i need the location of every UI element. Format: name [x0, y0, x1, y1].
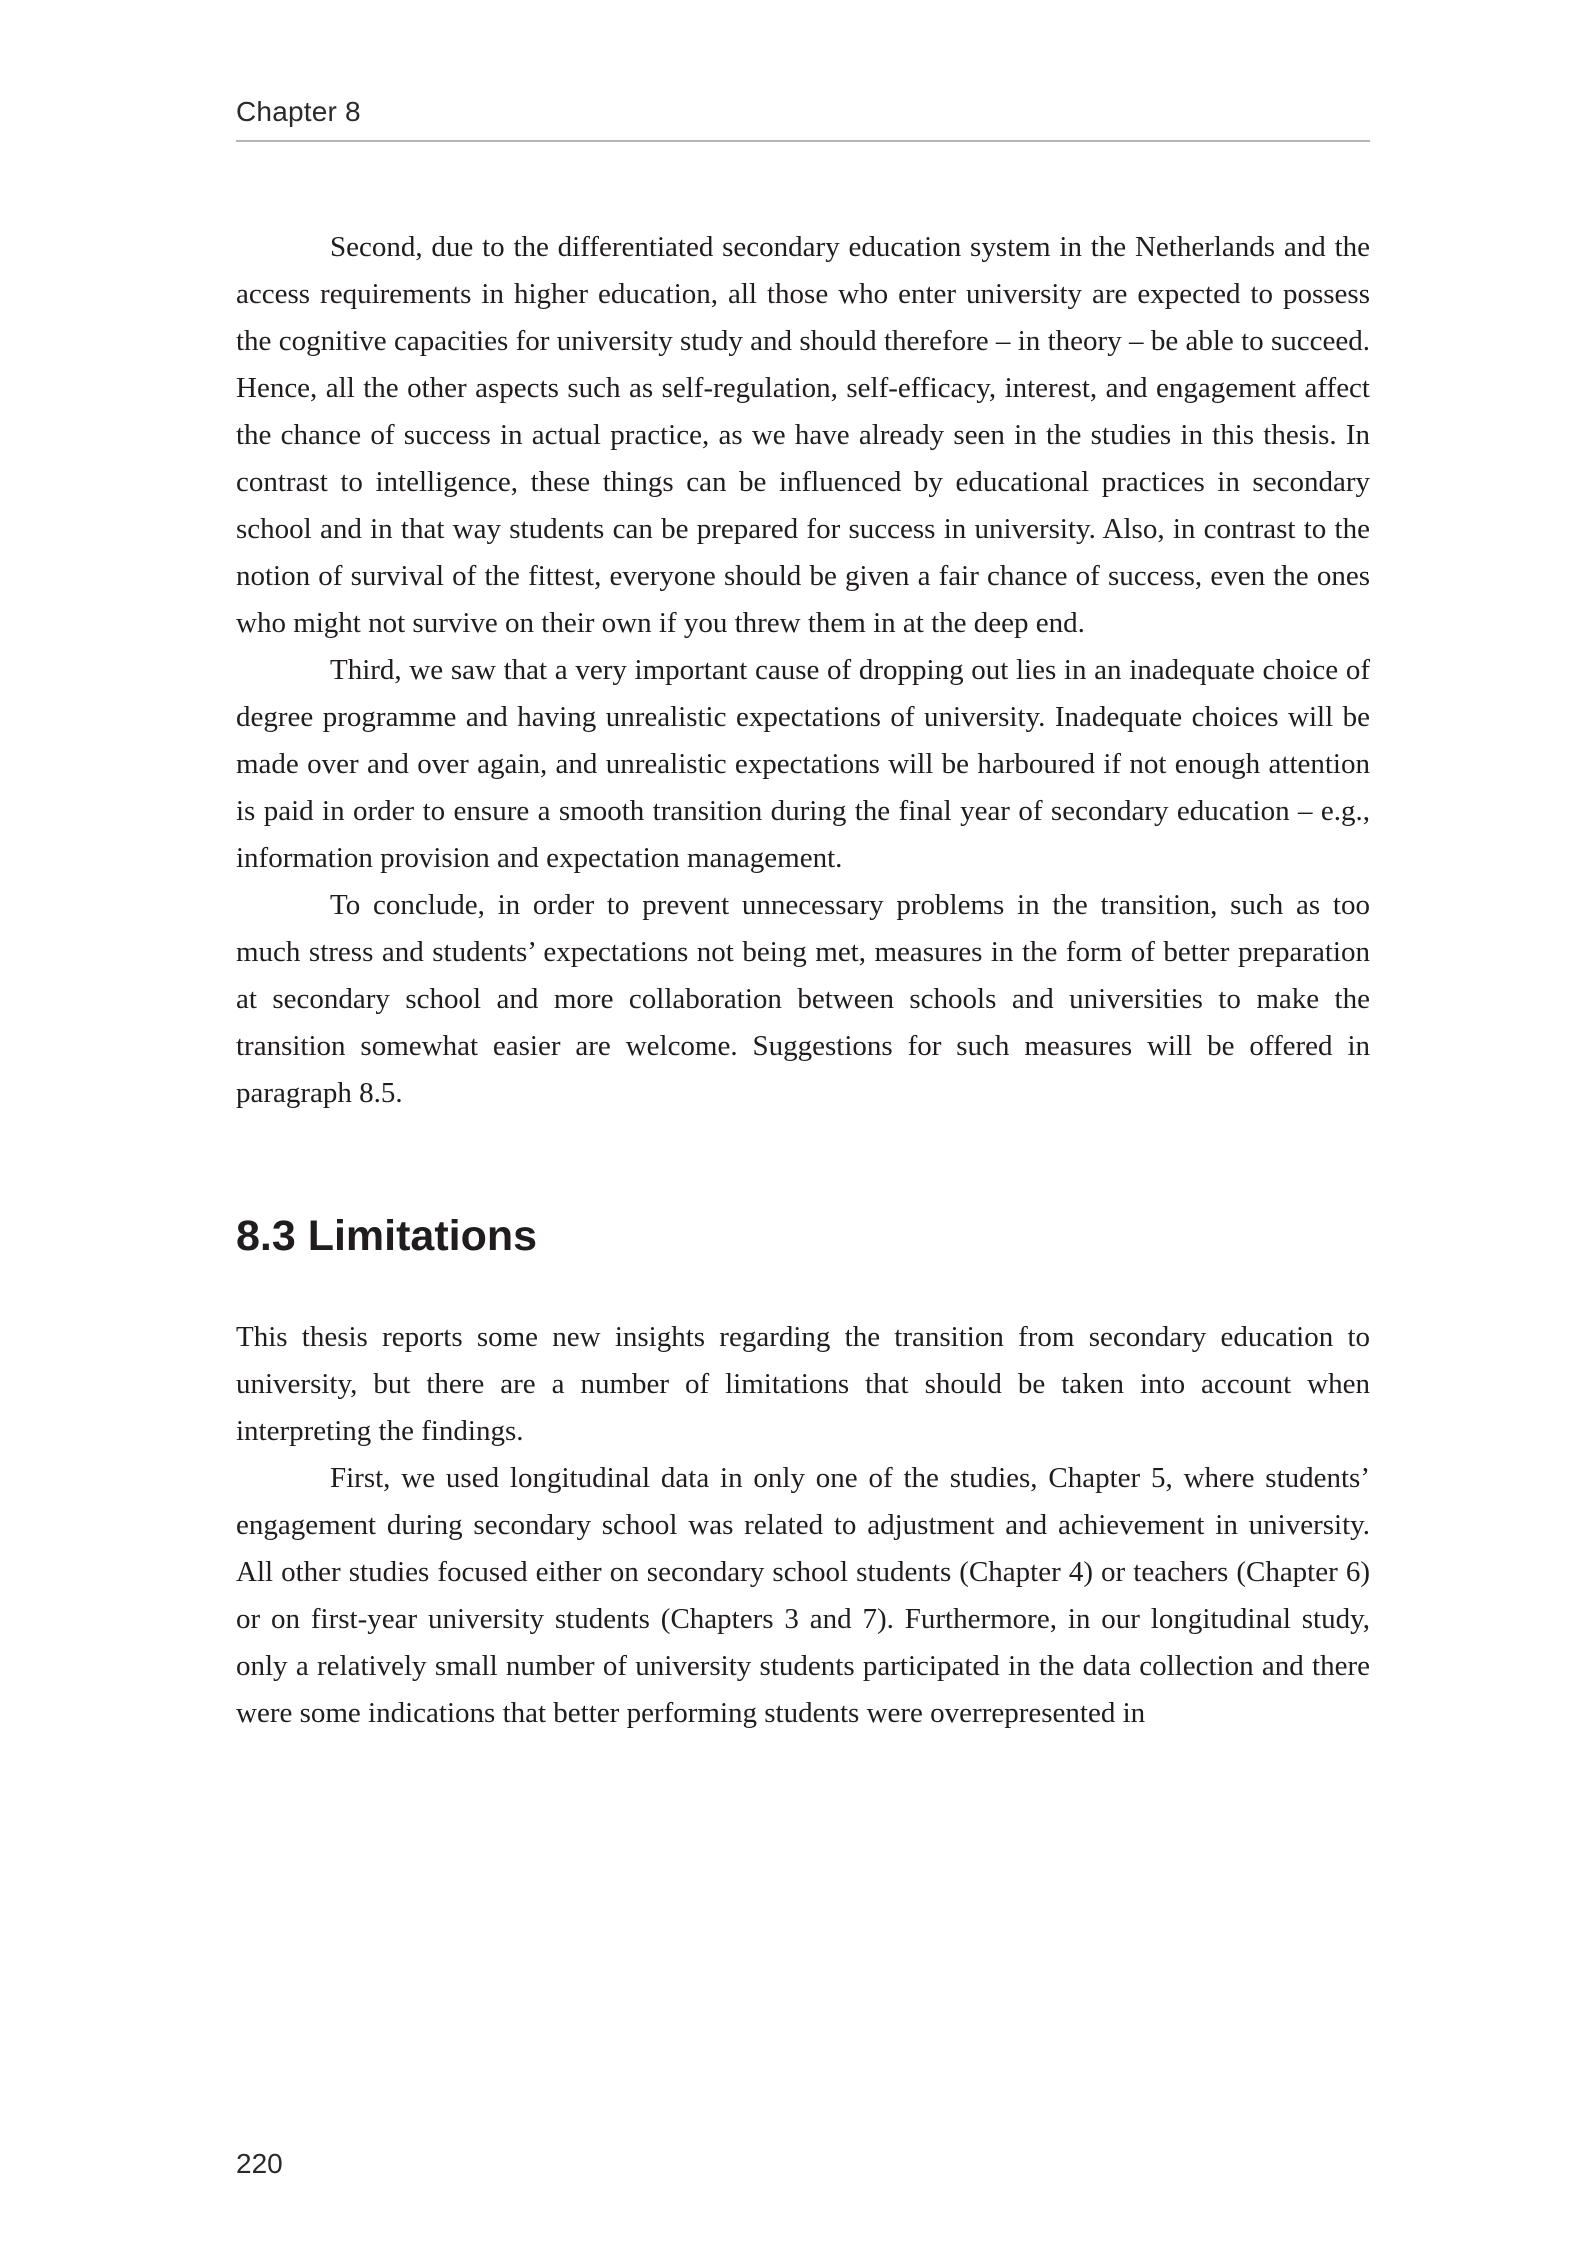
text-column [236, 96, 1370, 1737]
paragraph-to-conclude: To conclude, in order to prevent unnecessary problems in the transition, such as too much stress and students’ expectations not being met, measures in the form of better preparation at secondary school and more collaboration between schools and universities to make the transition somewhat easier are welcome. Suggestions for such measures will be offered in paragraph 8.5. [236, 889, 1370, 1109]
paragraph-first-limitation: First, we used longitudinal data in only one of the studies, Chapter 5, where students’ engagement during secondary school was related to adjustment and achievement in university. All other studies focused either on secondary school students (Chapter 4) or teachers (Chapter 6) or on first-year university students (Chapters 3 and 7). Furthermore, in our longitudinal study, only a relatively small number of university students participated in the data collection and there were some indications that better performing students were overrepresented in [236, 1462, 1370, 1730]
body-text [236, 224, 1370, 1737]
section-heading-limitations: 8.3 Limitations [236, 1212, 538, 1260]
running-header-chapter: Chapter 8 [236, 96, 361, 127]
paragraph-second-point: Second, due to the differentiated secondary education system in the Netherlands and the access requirements in higher education, all those who enter university are expected to possess the cognitive capacities for university study and should therefore – in theory – be able to succeed. Hence, all the other aspects such as self-regulation, self-efficacy, interest, and engagement affect the chance of success in actual practice, as we have already seen in the studies in this thesis. In contrast to intelligence, these things can be influenced by educational practices in secondary school and in that way students can be prepared for success in university. Also, in contrast to the notion of survival of the fittest, everyone should be given a fair chance of success, even the ones who might not survive on their own if you threw them in at the deep end. [236, 231, 1370, 639]
header-rule [236, 140, 1370, 142]
page-number: 220 [236, 2148, 283, 2179]
paragraph-limitations-intro: This thesis reports some new insights regarding the transition from secondary education to university, but there are a number of limitations that should be taken into account when interpreting the findings. [236, 1321, 1370, 1448]
paragraph-third-point: Third, we saw that a very important cause of dropping out lies in an inadequate choice of degree programme and having unrealistic expectations of university. Inadequate choices will be made over and over again, and unrealistic expectations will be harboured if not enough attention is paid in order to ensure a smooth transition during the final year of secondary education – e.g., information provision and expectation management. [236, 654, 1370, 874]
